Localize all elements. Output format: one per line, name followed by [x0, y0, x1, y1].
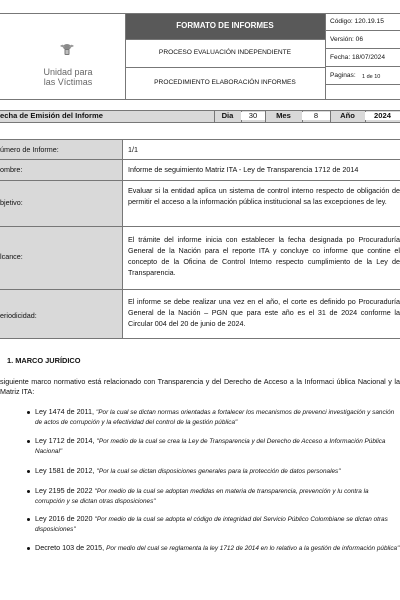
bullet-icon [27, 490, 30, 493]
bullet-icon [27, 440, 30, 443]
emission-label: echa de Emisión del Informe [0, 111, 103, 120]
process-name: PROCESO EVALUACIÓN INDEPENDIENTE [158, 49, 292, 56]
law-reference: Ley 1474 de 2011, [35, 407, 97, 416]
report-number-label: úmero de Informe: [0, 145, 59, 154]
law-reference: Ley 1712 de 2014, [35, 436, 97, 445]
report-number-value: 1/1 [128, 145, 138, 154]
law-description: "Por medio de la cual se adoptan medidas en materia de transparencia, prevención y lu contra la corrupción y se dictan otras disposiciones" [35, 488, 369, 505]
bullet-icon [27, 411, 30, 414]
doc-code: Código: 120.19.15 [330, 18, 384, 25]
law-description: Por medio del cual se reglamenta la ley 1712 de 2014 en lo relativo a la gestión de información pública" [106, 545, 400, 552]
periodicity-label: eriodicidad: [0, 311, 37, 320]
bullet-icon [27, 547, 30, 550]
year-value: 2024 [365, 112, 400, 120]
law-reference: Decreto 103 de 2015, [35, 543, 107, 552]
section-heading: 1. MARCO JURÍDICO [7, 356, 81, 365]
pages-value: 1 de 10 [362, 73, 381, 80]
emission-date-row [0, 110, 400, 122]
report-info-table [0, 139, 400, 339]
law-description: "Por medio de la cual se adopta el código de integridad del Servicio Público Colombiane se dictan otras disposiciones" [35, 516, 388, 533]
law-description: "Por la cual se dictan normas orientadas a fortalecer los mecanismos de prevenci investigación y sanción de actos de corrupción y la efectividad del control de la gestión pública" [35, 409, 395, 426]
objective-label: bjetivo: [0, 198, 23, 207]
objective-value: Evaluar si la entidad aplica un sistema de control interno respecto de obligación de permitir el acceso a la información pública institucional sa las excepciones de ley. [128, 186, 400, 206]
report-name-label: ombre: [0, 165, 23, 174]
day-value: 30 [241, 112, 265, 120]
month-value: 8 [302, 112, 330, 120]
logo-line-2: las Víctimas [43, 77, 93, 87]
law-reference: Ley 1581 de 2012, [35, 466, 97, 475]
month-label: Mes [276, 111, 291, 120]
doc-version: Versión: 06 [330, 36, 363, 43]
scope-label: lcance: [0, 252, 23, 261]
bullet-icon [27, 518, 30, 521]
report-name-value: Informe de seguimiento Matriz ITA - Ley de Transparencia 1712 de 2014 [128, 165, 359, 174]
logo-line-1: Unidad para [43, 67, 93, 77]
procedure-name: PROCEDIMIENTO ELABORACIÓN INFORMES [154, 79, 296, 86]
pages-label: Paginas: [330, 72, 356, 79]
law-reference: Ley 2016 de 2020 [35, 514, 95, 523]
section-intro: siguiente marco normativo está relacionado con Transparencia y del Derecho de Acceso a la Informaci ública Nacional y la Matriz ITA: [0, 377, 400, 396]
coat-of-arms-icon [58, 40, 76, 58]
format-title: FORMATO DE INFORMES [176, 21, 274, 30]
doc-date: Fecha: 18/07/2024 [330, 54, 385, 61]
law-description: "Por la cual se dictan disposiciones generales para la protección de datos personales" [96, 468, 341, 475]
periodicity-value: El informe se debe realizar una vez en el año, el corte es definido po Procuraduría General de la Nación – PGN que para este año es el 31 de 2024 conforme la Circular 004 del 20 de junio de 2024. [128, 297, 400, 328]
law-description: "Por medio de la cual se crea la Ley de Transparencia y del Derecho de Acceso a Información Pública Nacional" [35, 438, 386, 455]
scope-value: El trámite del informe inicia con establecer la fecha designada po Procuraduría General de la Nación para el reporte ITA y concluye co informe que contine el concepto de la Oficina de Control Interno respecto cumplimiento de la Ley de Transparencia. [128, 235, 400, 277]
day-label: Dia [221, 111, 234, 120]
year-label: Año [340, 111, 355, 120]
law-reference: Ley 2195 de 2022 [35, 486, 95, 495]
bullet-icon [27, 470, 30, 473]
header-table [0, 13, 400, 100]
